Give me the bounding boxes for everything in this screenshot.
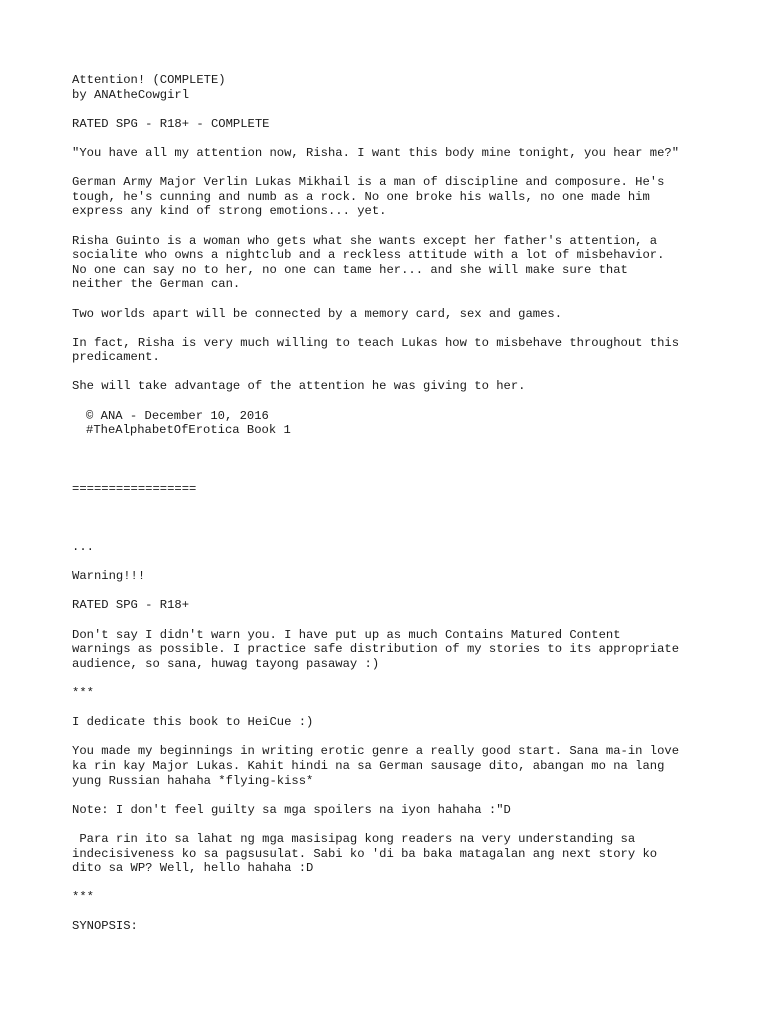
copyright-line: © ANA - December 10, 2016 <box>86 408 269 423</box>
hashtag-line: #TheAlphabetOfErotica Book 1 <box>86 423 291 438</box>
blurb-paragraph: She will take advantage of the attention he was giving to her. <box>72 379 526 394</box>
warning-heading: Warning!!! <box>72 569 146 584</box>
blurb-paragraph: Two worlds apart will be connected by a memory card, sex and games. <box>72 306 563 321</box>
ellipsis-line: ... <box>72 540 94 555</box>
warning-rating: RATED SPG - R18+ <box>72 598 190 613</box>
blurb-paragraph: German Army Major Verlin Lukas Mikhail is a man of discipline and composure. He's tough, he's cunning and numb as a rock. No one broke his walls, no one made him express any kind of strong emotions... yet. <box>72 175 665 219</box>
dedication-text: You made my beginnings in writing erotic genre a really good start. Sana ma-in love ka rin kay Major Lukas. Kahit hindi na sa German sausage dito, abangan mo na lang yung Russian hahaha *flying-kiss* <box>72 744 680 788</box>
book-author: by ANAtheCowgirl <box>72 87 190 102</box>
blurb-paragraph: In fact, Risha is very much willing to teach Lukas how to misbehave throughout this predicament. <box>72 335 680 365</box>
section-separator: *** <box>72 890 94 905</box>
divider: ================= <box>72 481 197 496</box>
synopsis-heading: SYNOPSIS: <box>72 919 138 934</box>
quote-line: "You have all my attention now, Risha. I want this body mine tonight, you hear me?" <box>72 145 680 160</box>
dedication-readers: Para rin ito sa lahat ng mga masisipag kong readers na very understanding sa indecisiveness ko sa pagsusulat. Sabi ko 'di ba baka matagalan ang next story ko dito sa WP? Well, hello hahaha :D <box>72 831 658 876</box>
document-page <box>72 73 712 949</box>
dedication-line: I dedicate this book to HeiCue :) <box>72 715 314 730</box>
rating-line: RATED SPG - R18+ - COMPLETE <box>72 116 270 131</box>
dedication-note: Note: I don't feel guilty sa mga spoilers na iyon hahaha :"D <box>72 802 511 817</box>
book-title: Attention! (COMPLETE) <box>72 73 226 87</box>
warning-text: Don't say I didn't warn you. I have put up as much Contains Matured Content warnings as possible. I practice safe distribution of my stories to its appropriate audience, so sana, huwag tayong pasaway :) <box>72 627 680 671</box>
blurb-paragraph: Risha Guinto is a woman who gets what she wants except her father's attention, a socialite who owns a nightclub and a reckless attitude with a lot of misbehavior. No one can say no to her, no one can tame her... and she will make sure that neither the German can. <box>72 233 665 292</box>
section-separator: *** <box>72 685 94 700</box>
